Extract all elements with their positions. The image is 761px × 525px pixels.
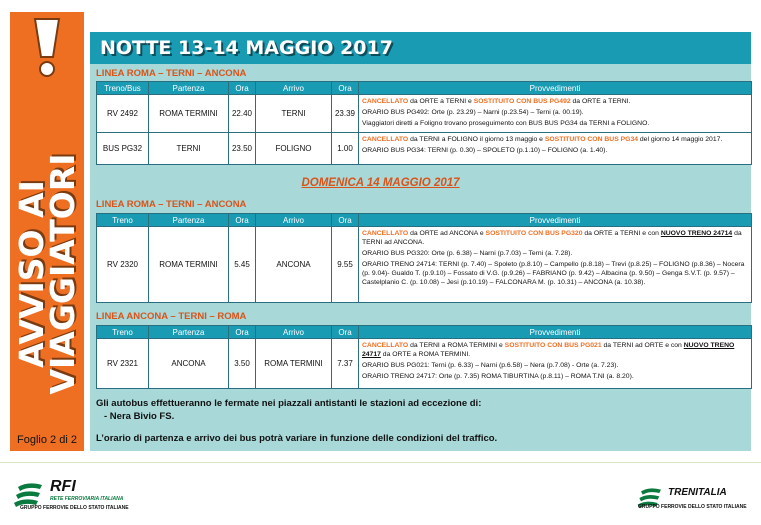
col-header: Ora xyxy=(332,326,359,339)
note-line: CANCELLATO da TERNI a ROMA TERMINI e SOSTITUITO CON BUS PG021 da TERNI ad ORTE e con NUOVO TRENO 24717 da ORTE a ROMA TERMINI. xyxy=(362,342,735,358)
col-header: Arrivo xyxy=(256,214,332,227)
warning-icon xyxy=(10,12,84,84)
note-line: CANCELLATO da ORTE ad ANCONA e SOSTITUITO CON BUS PG320 da ORTE a TERNI e con NUOVO TRENO 24714 da TERNI ad ANCONA. xyxy=(362,230,742,246)
title-band xyxy=(90,32,751,64)
col-header: Treno xyxy=(97,214,149,227)
train-cell: RV 2321 xyxy=(97,339,149,389)
note-line: CANCELLATO da ORTE a TERNI e SOSTITUITO CON BUS PG492 da ORTE a TERNI. xyxy=(362,98,631,105)
col-header: Ora xyxy=(229,82,256,95)
bus-stops-note: Gli autobus effettueranno le fermate nei piazzali antistanti le stazioni ad eccezione di: xyxy=(96,398,482,409)
divider xyxy=(0,462,761,463)
note-line: CANCELLATO da TERNI a FOLIGNO il giorno 13 maggio e SOSTITUITO CON BUS PG34 del giorno 14 maggio 2017. xyxy=(362,136,723,143)
col-header: Treno xyxy=(97,326,149,339)
arrival-cell: ROMA TERMINI xyxy=(256,339,332,389)
rfi-brand: RFI xyxy=(50,478,76,495)
section3-table xyxy=(96,325,752,389)
section1-heading: LINEA ROMA – TERNI – ANCONA xyxy=(96,68,247,79)
dep-time-cell: 5.45 xyxy=(229,227,256,303)
vertical-title-line1: AVVISO AI xyxy=(12,180,51,368)
col-header: Partenza xyxy=(149,214,229,227)
col-header: Ora xyxy=(332,82,359,95)
table-row xyxy=(97,339,752,389)
vertical-title xyxy=(12,153,82,395)
note-line: ORARIO BUS PG021: Terni (p. 6.33) – Narni (p.6.58) – Nera (p.7.08) - Orte (a. 7.23). xyxy=(362,362,619,369)
page-title: NOTTE 13-14 MAGGIO 2017 xyxy=(100,37,393,59)
train-cell: RV 2492 xyxy=(97,95,149,133)
dep-time-cell: 3.50 xyxy=(229,339,256,389)
table-header-row xyxy=(97,82,752,95)
col-header: Ora xyxy=(229,214,256,227)
note-line: ORARIO TRENO 24714: TERNI (p. 7.40) – Spoleto (p.8.10) – Campello (p.8.18) – Trevi (p.8.25) – FOLIGNO (p.8.36) – Nocera (p. 9.04)- Gualdo T. (p.9.10) – Fossato di V.G. (p.9.26) – FABRIANO (p. 9.42) – Albacina (p. 9.50) – Genga S.V.T. (p. 9.57) – Castelplanio C. (p. 10.08) – Jesi (p.10.19) – FALCONARA M. (p. 10.31) – ANCONA (a. 10.38). xyxy=(362,261,745,286)
train-cell: RV 2320 xyxy=(97,227,149,303)
rfi-sub2: GRUPPO FERROVIE DELLO STATO ITALIANE xyxy=(20,505,129,511)
arr-time-cell: 9.55 xyxy=(332,227,359,303)
note-line: ORARIO BUS PG34: TERNI (p. 0.30) – SPOLETO (p.1.10) – FOLIGNO (a. 1.40). xyxy=(362,147,608,154)
note-line: ORARIO BUS PG320: Orte (p. 6.38) – Narni (p.7.03) – Terni (a. 7.28). xyxy=(362,250,573,257)
bus-stops-exception: - Nera Bivio FS. xyxy=(104,411,175,422)
departure-cell: TERNI xyxy=(149,133,229,165)
side-banner xyxy=(10,12,84,451)
dep-time-cell: 23.50 xyxy=(229,133,256,165)
section2-heading: LINEA ROMA – TERNI – ANCONA xyxy=(96,199,247,210)
arrival-cell: FOLIGNO xyxy=(256,133,332,165)
note-line: ORARIO TRENO 24717: Orte (p. 7.35) ROMA TIBURTINA (p.8.11) – ROMA T.NI (a. 8.20). xyxy=(362,373,634,380)
note-line: Viaggiatori diretti a Foligno trovano proseguimento con BUS BUS PG34 da TERNI a FOLIGNO. xyxy=(362,120,650,127)
arr-time-cell: 23.39 xyxy=(332,95,359,133)
measures-cell xyxy=(359,339,752,389)
arrival-cell: TERNI xyxy=(256,95,332,133)
table-header-row xyxy=(97,214,752,227)
section2-table xyxy=(96,213,752,303)
arrival-cell: ANCONA xyxy=(256,227,332,303)
section3-heading: LINEA ANCONA – TERNI – ROMA xyxy=(96,311,247,322)
trenitalia-sub: GRUPPO FERROVIE DELLO STATO ITALIANE xyxy=(638,503,747,510)
measures-cell xyxy=(359,227,752,303)
traffic-note: L’orario di partenza e arrivo dei bus potrà variare in funzione delle condizioni del traffico. xyxy=(96,433,498,444)
col-header: Arrivo xyxy=(256,326,332,339)
page-indicator: Foglio 2 di 2 xyxy=(10,428,84,451)
table-row xyxy=(97,95,752,133)
note-line: ORARIO BUS PG492: Orte (p. 23.29) – Narni (p.23.54) – Terni (a. 00.19). xyxy=(362,109,584,116)
dep-time-cell: 22.40 xyxy=(229,95,256,133)
trenitalia-brand: TRENITALIA xyxy=(668,486,727,498)
col-header: Ora xyxy=(229,326,256,339)
table-row xyxy=(97,227,752,303)
col-header: Arrivo xyxy=(256,82,332,95)
departure-cell: ROMA TERMINI xyxy=(149,95,229,133)
measures-cell xyxy=(359,133,752,165)
col-header: Provvedimenti xyxy=(359,326,752,339)
train-cell: BUS PG32 xyxy=(97,133,149,165)
col-header: Provvedimenti xyxy=(359,82,752,95)
rfi-logo xyxy=(12,478,129,511)
col-header: Provvedimenti xyxy=(359,214,752,227)
col-header: Ora xyxy=(332,214,359,227)
vertical-title-line2: VIAGGIATORI xyxy=(43,153,82,395)
trenitalia-logo xyxy=(636,485,747,511)
section1-table xyxy=(96,81,752,165)
col-header: Partenza xyxy=(149,82,229,95)
measures-cell xyxy=(359,95,752,133)
arr-time-cell: 7.37 xyxy=(332,339,359,389)
arr-time-cell: 1.00 xyxy=(332,133,359,165)
col-header: Treno/Bus xyxy=(97,82,149,95)
sunday-heading: DOMENICA 14 MAGGIO 2017 xyxy=(301,177,460,189)
table-row xyxy=(97,133,752,165)
col-header: Partenza xyxy=(149,326,229,339)
table-header-row xyxy=(97,326,752,339)
departure-cell: ANCONA xyxy=(149,339,229,389)
departure-cell: ROMA TERMINI xyxy=(149,227,229,303)
rfi-sub1: RETE FERROVIARIA ITALIANA xyxy=(50,496,124,502)
